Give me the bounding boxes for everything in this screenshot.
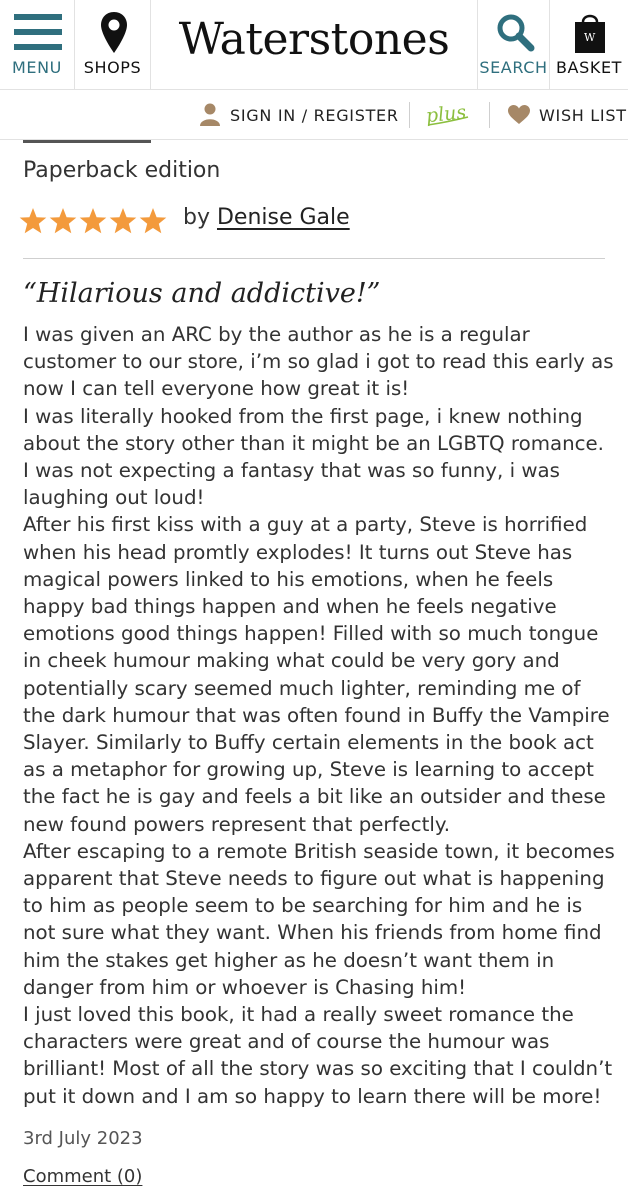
search-label: SEARCH [479, 58, 548, 77]
star-icon [50, 208, 77, 233]
star-rating [19, 207, 167, 237]
review-body-line: I was given an ARC by the author as he is a regular [23, 323, 530, 346]
review-body-line: Slayer. Similarly to Buffy certain elements in the book act [23, 731, 594, 755]
star-icon [140, 208, 167, 233]
review-body-line: I was not expecting a fantasy that was so funny, i was [23, 459, 560, 483]
person-icon [200, 103, 220, 127]
wish-list-link[interactable] [508, 102, 627, 128]
basket-badge: W [584, 31, 596, 44]
review-body-line: now I can tell everyone how great it is! [23, 377, 410, 401]
review-body-line: apparent that Steve needs to figure out what is happening [23, 867, 605, 891]
waterstones-logo[interactable]: Waterstones [178, 14, 450, 65]
review-body-line: not sure what they want. When his friends from home find [23, 921, 602, 945]
review-body [23, 321, 623, 1110]
review-body-line: laughing out loud! [23, 486, 205, 510]
plus-label: plus [424, 101, 468, 128]
by-label: by [183, 205, 210, 230]
shops-label: SHOPS [83, 58, 142, 77]
review-body-line: magical powers linked to his emotions, when he feels [23, 567, 554, 591]
star-icon [110, 208, 137, 233]
review-body-line: the dark humour that was often found in Buffy the Vampire [23, 703, 610, 727]
separator [409, 102, 410, 128]
basket-button[interactable] [549, 0, 628, 89]
review-body-line: potentially scary seemed much lighter, reminding me of [23, 676, 581, 700]
review-body-line: the fact he is gay and feels a bit like an outsider and these [23, 785, 606, 809]
search-button[interactable] [477, 0, 549, 89]
review-body-line: After his first kiss with a guy at a party, Steve is horrified [23, 513, 588, 537]
menu-button[interactable] [0, 0, 75, 89]
review-body-line: emotions good things happen! Filled with so much tongue [23, 622, 599, 646]
review-body-line: danger from him or whoever is Chasing him! [23, 975, 467, 999]
magnifier-icon [495, 12, 535, 52]
review-body-line: put it down and I am so happy to learn there will be more! [23, 1084, 602, 1108]
shops-button[interactable] [75, 0, 151, 89]
comment-link[interactable]: Comment (0) [23, 1166, 143, 1187]
plus-logo[interactable] [424, 100, 472, 130]
edition-label: Paperback edition [23, 158, 221, 183]
review-body-line: characters were great and of course the humour was [23, 1030, 550, 1054]
review-body-line: brilliant! Most of all the story was so exciting that I couldn’t [23, 1057, 613, 1081]
author-link[interactable]: Denise Gale [216, 205, 350, 230]
account-bar [0, 90, 628, 140]
review-body-line: happy bad things happen and when he feels negative [23, 595, 557, 619]
review-byline [183, 205, 350, 230]
hamburger-icon [14, 14, 62, 52]
review-date: 3rd July 2023 [23, 1128, 143, 1149]
review-body-line: when his head promtly explodes! It turns out Steve has [23, 540, 573, 564]
basket-label: BASKET [555, 58, 623, 77]
review-title: “Hilarious and addictive!” [23, 278, 381, 309]
sign-in-register-link[interactable] [200, 102, 399, 128]
review-body-line: to him as people seem to be searching for him and he is [23, 894, 583, 918]
review-body-line: him the stakes get higher as he doesn’t want them in [23, 948, 555, 972]
sign-in-label: SIGN IN / REGISTER [230, 105, 399, 125]
review-body-line: After escaping to a remote British seaside town, it becomes [23, 839, 615, 863]
review-body-line: in cheek humour making what could be very gory and [23, 649, 560, 673]
review-body-line: as a metaphor for growing up, Steve is learning to accept [23, 758, 594, 782]
heart-icon [508, 105, 530, 125]
wish-list-label: WISH LIST [539, 105, 627, 125]
review-body-line: new found powers represent that perfectly. [23, 812, 450, 836]
review-body-line: customer to our store, i’m so glad i got to read this early as [23, 350, 614, 374]
divider [23, 258, 605, 259]
review-body-line: I was literally hooked from the first page, i knew nothing [23, 404, 583, 428]
separator [489, 102, 490, 128]
section-rule [23, 140, 151, 143]
review-body-line: about the story other than it might be an LGBTQ romance. [23, 431, 604, 455]
top-navigation [0, 0, 628, 90]
star-icon [80, 208, 107, 233]
menu-label: MENU [12, 58, 62, 77]
map-pin-icon [99, 10, 129, 55]
star-icon [20, 208, 47, 233]
review-body-line: I just loved this book, it had a really sweet romance the [23, 1003, 574, 1027]
